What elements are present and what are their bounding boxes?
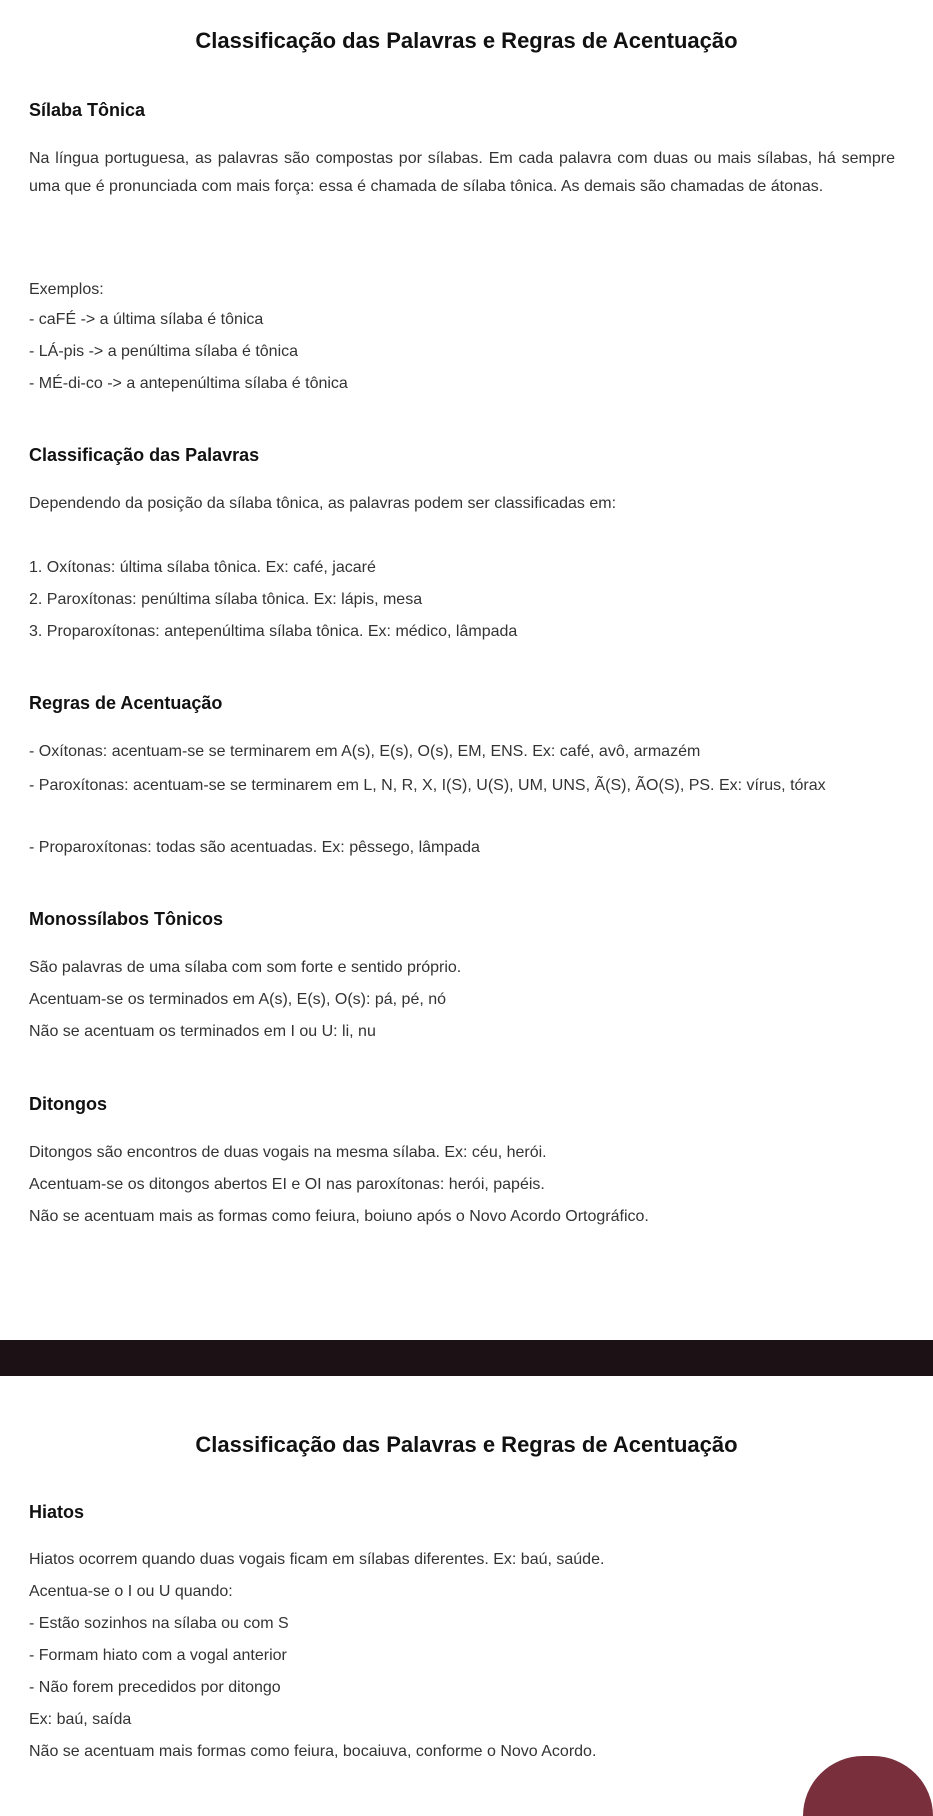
example-item: - LÁ-pis -> a penúltima sílaba é tônica (29, 343, 299, 360)
page-title-2: Classificação das Palavras e Regras de Acentuação (195, 1432, 738, 1457)
hiatos-line: Hiatos ocorrem quando duas vogais ficam em sílabas diferentes. Ex: baú, saúde. (29, 1551, 605, 1568)
hiatos-line: - Estão sozinhos na sílaba ou com S (29, 1615, 289, 1632)
section-heading-hiatos: Hiatos (29, 1502, 85, 1522)
example-item: - caFÉ -> a última sílaba é tônica (29, 311, 264, 328)
classificacao-item: 1. Oxítonas: última sílaba tônica. Ex: café, jacaré (29, 559, 376, 576)
silaba-intro-paragraph: Na língua portuguesa, as palavras são compostas por sílabas. Em cada palavra com duas ou mais sílabas, há sempre uma que é pronunciada com mais força: essa é chamada de sílaba tônica. As demais são chamadas de átonas. (29, 150, 895, 195)
document-page-2 (0, 1376, 933, 1792)
ditongos-line: Ditongos são encontros de duas vogais na mesma sílaba. Ex: céu, herói. (29, 1144, 547, 1161)
example-item: - MÉ-di-co -> a antepenúltima sílaba é tônica (29, 375, 348, 392)
classificacao-intro: Dependendo da posição da sílaba tônica, as palavras podem ser classificadas em: (29, 495, 617, 512)
hiatos-line: - Formam hiato com a vogal anterior (29, 1647, 287, 1664)
classificacao-item: 2. Paroxítonas: penúltima sílaba tônica. Ex: lápis, mesa (29, 591, 423, 608)
regra-oxitonas: - Oxítonas: acentuam-se se terminarem em A(s), E(s), O(s), EM, ENS. Ex: café, avô, armazém (29, 743, 701, 760)
section-heading-monossilabos: Monossílabos Tônicos (29, 909, 224, 929)
section-heading-regras: Regras de Acentuação (29, 693, 223, 713)
hiatos-line: - Não forem precedidos por ditongo (29, 1679, 281, 1696)
classificacao-item: 3. Proparoxítonas: antepenúltima sílaba tônica. Ex: médico, lâmpada (29, 623, 518, 640)
page-title: Classificação das Palavras e Regras de Acentuação (195, 28, 738, 53)
hiatos-line: Ex: baú, saída (29, 1711, 132, 1728)
section-heading-classificacao: Classificação das Palavras (29, 445, 260, 465)
section-heading-silaba-tonica: Sílaba Tônica (29, 100, 146, 120)
regra-proparoxitonas: - Proparoxítonas: todas são acentuadas. Ex: pêssego, lâmpada (29, 839, 480, 856)
ditongos-line: Acentuam-se os ditongos abertos EI e OI nas paroxítonas: herói, papéis. (29, 1176, 545, 1193)
monossilabos-line: Não se acentuam os terminados em I ou U: li, nu (29, 1023, 376, 1040)
page-divider (0, 1340, 933, 1376)
regra-paroxitonas: - Paroxítonas: acentuam-se se terminarem em L, N, R, X, I(S), U(S), UM, UNS, Ã(S), ÃO(S), PS. Ex: vírus, tórax (29, 777, 826, 794)
hiatos-line: Acentua-se o I ou U quando: (29, 1583, 233, 1600)
monossilabos-line: Acentuam-se os terminados em A(s), E(s), O(s): pá, pé, nó (29, 991, 447, 1008)
section-heading-ditongos: Ditongos (29, 1094, 107, 1114)
hiatos-line: Não se acentuam mais formas como feiura, bocaiuva, conforme o Novo Acordo. (29, 1743, 597, 1760)
monossilabos-line: São palavras de uma sílaba com som forte e sentido próprio. (29, 959, 462, 976)
examples-label: Exemplos: (29, 281, 104, 298)
ditongos-line: Não se acentuam mais as formas como feiura, boiuno após o Novo Acordo Ortográfico. (29, 1208, 649, 1225)
